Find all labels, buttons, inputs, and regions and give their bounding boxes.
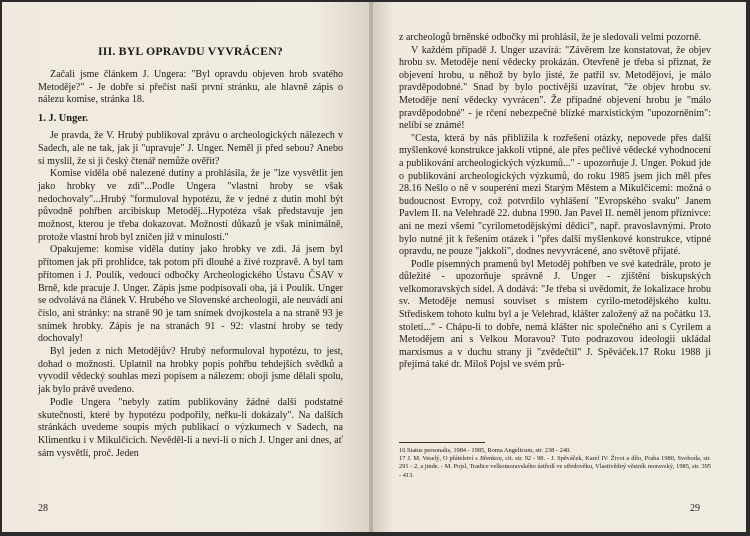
page-number-right: 29 [690, 503, 700, 514]
intro-paragraph: Začali jsme článkem J. Ungera: "Byl opravdu objeven hrob svatého Metoděje?" - Je dobře si přečíst naši první stránku, ale hlavně zápis o nálezu komise, stránka 18. [38, 69, 343, 106]
section-heading: 1. J. Unger. [38, 113, 89, 125]
book-gutter [369, 2, 373, 532]
body-paragraph: Je pravda, že V. Hrubý publikoval zprávu o archeologických nálezech v Sadech, ale ne tak, jak ji "upravuje" J. Unger. Neměl ji před sebou? Anebo si myslil, že si ji český čtenář nemůže ověřit? [38, 130, 343, 167]
footnote: 16 Status personalis, 1984 - 1985, Roma Angelicum, str. 238 - 240. [399, 447, 571, 455]
left-page [2, 2, 371, 532]
body-paragraph: Podle Ungera "nebyly zatím publikovány žádné další podstatné skutečnosti, které by hypotézu podpořily, neřku-li dokázaly". Na dalších stránkách uvedeme soupis mých publikací o výzkumech v Sadech, na Klimentku i v Mikulčicích. Nevěděl-li a neví-li o nich J. Unger ani dnes, ať sám vysvětlí, proč. Jeden [38, 396, 343, 459]
book-spread [2, 2, 746, 532]
chapter-title: III. BYL OPRAVDU VYVRÁCEN? [97, 44, 284, 58]
body-paragraph: Opakujeme: komise viděla dutiny jako hrobky ve zdi. Já jsem byl přítomen jak při prohlídce, tak potom při dlouhé a živé rozpravě. A byl tam přítomen i J. Poulík, vedoucí odbočky Archeologického Ústavu ČSAV v Brně, kde pracuje J. Unger. Zápis jsme podpisovali oba, já i Poulík. Unger se odvolává na článek V. Hrubého ve Slovenské archeologii, ale neuvádí ani číslo, ani stránky: na straně 90 je tam snímek dvojkostela a na straně 93 je snímek hrobky. Zápis je na stranách 91 - 92: vlastní hroby se tedy dochovaly! [38, 244, 343, 345]
body-paragraph: z archeologů brněnské odbočky mi prohlásil, že je sledovali velmi pozorně. [399, 32, 702, 43]
right-text-column [399, 32, 711, 480]
page-number-left: 28 [38, 503, 48, 514]
body-paragraph: V každém případě J. Unger uzavírá: "Závěrem lze konstatovat, že objev hrobu sv. Metoděje není vědecky prokázán. Otevřeně je třeba si přiznat, že objevení hrobu, u něhož by bylo jisté, že patřil sv. Metodějovi, je málo pravděpodobné." Snad by bylo poctivější uzavírat, "že objev hrobu sv. Metoděje není vědecky vyvrácen". Že případné objevení hrobu je "málo pravděpodobné" - je rčení nebezpečné blízké marxistickým "upozorněním": nelíbí se známé! [399, 44, 711, 132]
footnote: 17 J. M. Veselý, O přátelství s Jiřenkou, cit. str. 92 - 98. - J. Spěváček, Karel IV. Život a dílo, Praha 1980, Svoboda, str. 291 - 2, a jinde. - M. Pojsl, Tradice velkomoravského ústředí ve středověku, Vlastivědný věstník moravský, 1985, str. 395 - 413. [399, 455, 711, 479]
footnote-divider [399, 442, 485, 443]
body-paragraph: Byl jeden z nich Metodějův? Hrubý neformuloval hypotézu, to jest, dohad o možnosti. Uplatnil na hrobky popis pohřbu tehdejších svědků a vyvodil vědecký souhlas mezi popisem a nálezem: oboji jsme dělali spolu, jak bylo právě uvedeno. [38, 346, 343, 396]
body-paragraph: "Cesta, která by nás přiblížila k rozřešení otázky, nepovede přes další myšlenkové konstrukce jakkoli vtipné, ale přes pečlivé vědecké vyhodnocení a publikování archeologických výzkumů..." - upozorňuje J. Unger. Pokud jde o publikování archeologických výzkumů, do roku 1985 jsem jich měl přes 28.16 Nešlo o ně v souperéní mezi Starým Městem a Mikulčicemi: možná o budoucnost Evropy, což potvrdilo vyhlášení "Evropského svaku" Janem Pavlem II. na Velehradě 22. dubna 1990. Jan Pavel II. neměl jenom příznivce: ani ne mezi všemi "cyrilometodějskými dědici", např. pravoslavnými. Proto bylo nutné jít k řešením otázek i "přes další myšlenkové konstrukce, vtipné opravdu, ne pouze "jakkoli", dodnes nevyvrácené, ano světově přijaté. [399, 132, 711, 258]
left-text-column [38, 32, 343, 460]
right-page [371, 2, 746, 532]
body-paragraph: Komise viděla obě nalezené dutiny a prohlásila, že je "lze vysvětlit jen jako hrobky ve zdi"...Podle Ungera "vlastní hroby se však nedochovaly"...Hrubý "formuloval hypotézu, že v jedné z dutin mohl být původně pohřben arcibiskup Metoděj...Hypotéza však představuje jen možnost, kterou je třeba dokazovat. Možností důkazů je však minimálně, protože vlastní hrob byl zničen již v minulosti." [38, 168, 343, 243]
body-paragraph: Podle písemných pramenů byl Metoděj pohřben ve své katedrále, proto je důležité - upozorňuje správně J. Unger - zjištění biskupských velkomoravských sídel. A dodává: "Je třeba si uvědomit, že lokalizace hrobu sv. Metoděje nemusí souviset s místem cyrilo-metodějského kultu. Střediskem tohoto kultu byl a je Velehrad, klášter založený až na počátku 13. století..." - Chápu-li to dobře, nemá klášter nic společného ani s Cyrilem a Metodějem ani s Velkou Moravou? Tuto podrazovou ideologii ukládal marxismus a v duchu strany ji "zvědečtil" J. Spěváček.17 Roku 1988 ji přejímá také dr. Miloš Pojsl ve svém prů- [399, 258, 711, 371]
